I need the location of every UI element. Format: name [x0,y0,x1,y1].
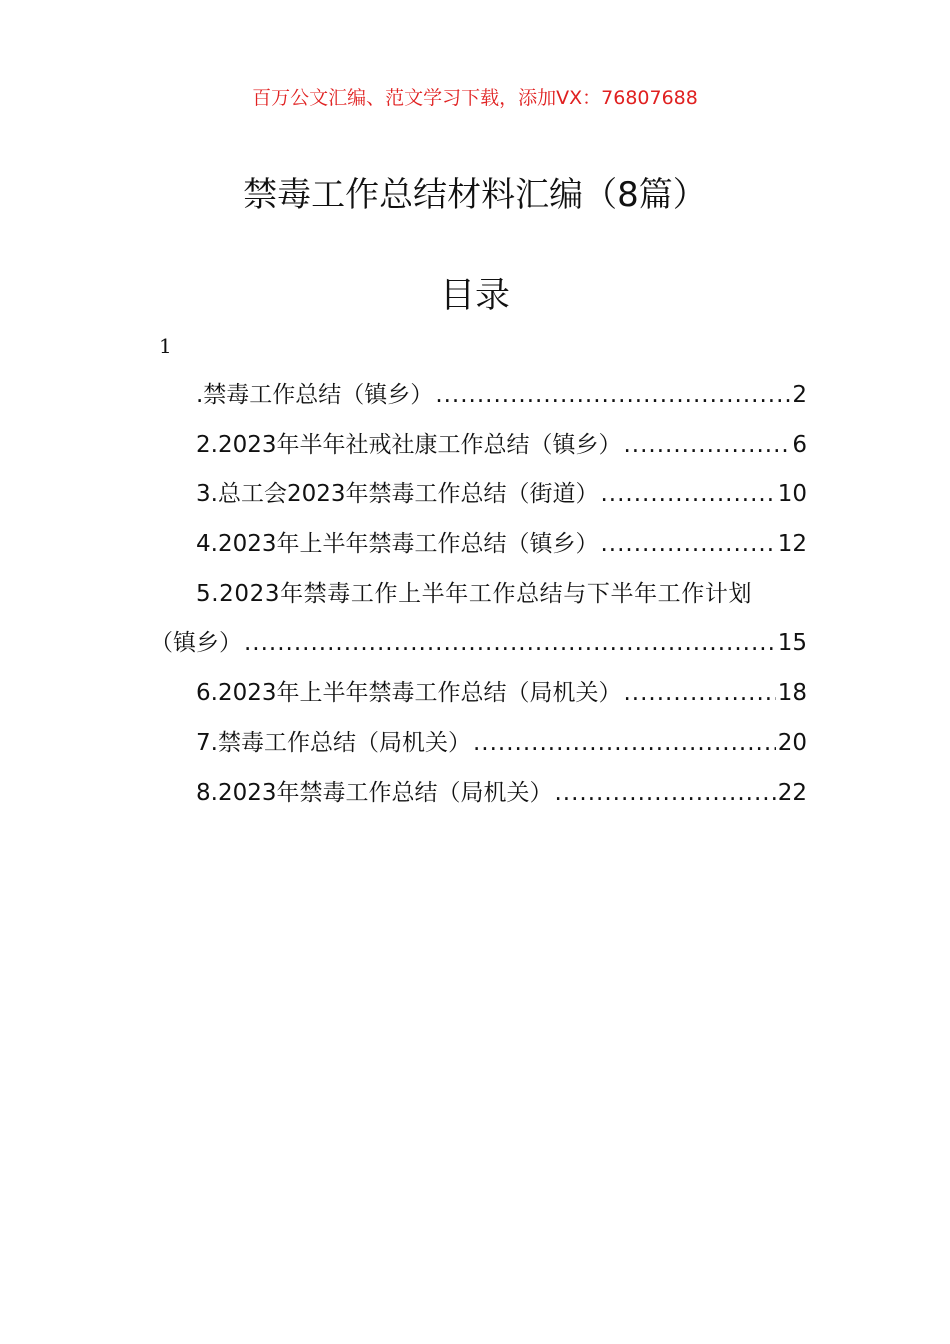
toc-entry-title: （镇乡） [150,630,242,657]
toc-dot-leader [473,719,776,769]
toc-dot-leader [600,470,775,520]
toc-dot-leader [600,520,775,570]
toc-entry-5-line1[interactable]: 5.2023年禁毒工作上半年工作总结与下半年工作计划 [196,580,753,607]
toc-entry-title: 7.禁毒工作总结（局机关） [196,729,471,756]
toc-entry-title: .禁毒工作总结（镇乡） [196,382,434,408]
toc-dot-leader [554,769,775,819]
toc-entry-title: 3.总工会2023年禁毒工作总结（街道） [196,481,599,508]
page-number-marker: 1 [159,334,172,358]
toc-entry-1[interactable] [150,371,807,421]
toc-entry-title: 8.2023年禁毒工作总结（局机关） [196,779,553,806]
download-banner: 百万公文汇编、范文学习下载，添加VX：76807688 [252,87,698,109]
toc-heading: 目录 [439,276,510,316]
toc-entry-6[interactable] [150,669,807,719]
toc-dot-leader [623,669,775,719]
toc-dot-leader [623,421,790,471]
toc-dot-leader [435,371,790,421]
toc-dot-leader [244,619,776,669]
toc-entry-title: 2.2023年半年社戒社康工作总结（镇乡） [196,431,622,458]
document-title: 禁毒工作总结材料汇编（8篇） [243,175,707,215]
toc-page-number: 6 [792,431,807,458]
toc-entry-2[interactable] [150,421,807,471]
toc-entry-title: 4.2023年上半年禁毒工作总结（镇乡） [196,531,599,558]
toc-entry-title: 6.2023年上半年禁毒工作总结（局机关） [196,680,622,707]
toc-entry-8[interactable] [150,769,807,819]
toc-page-number: 18 [777,680,807,707]
toc-page-number: 15 [777,630,807,657]
toc-entry-3[interactable] [150,470,807,520]
toc-page-number: 12 [777,531,807,558]
toc-page-number: 10 [777,481,807,508]
toc-page-number: 20 [777,729,807,756]
table-of-contents [150,371,807,818]
toc-entry-5[interactable] [150,619,807,669]
toc-page-number: 22 [777,779,807,806]
toc-entry-4[interactable] [150,520,807,570]
toc-entry-7[interactable] [150,719,807,769]
toc-page-number: 2 [792,382,807,408]
